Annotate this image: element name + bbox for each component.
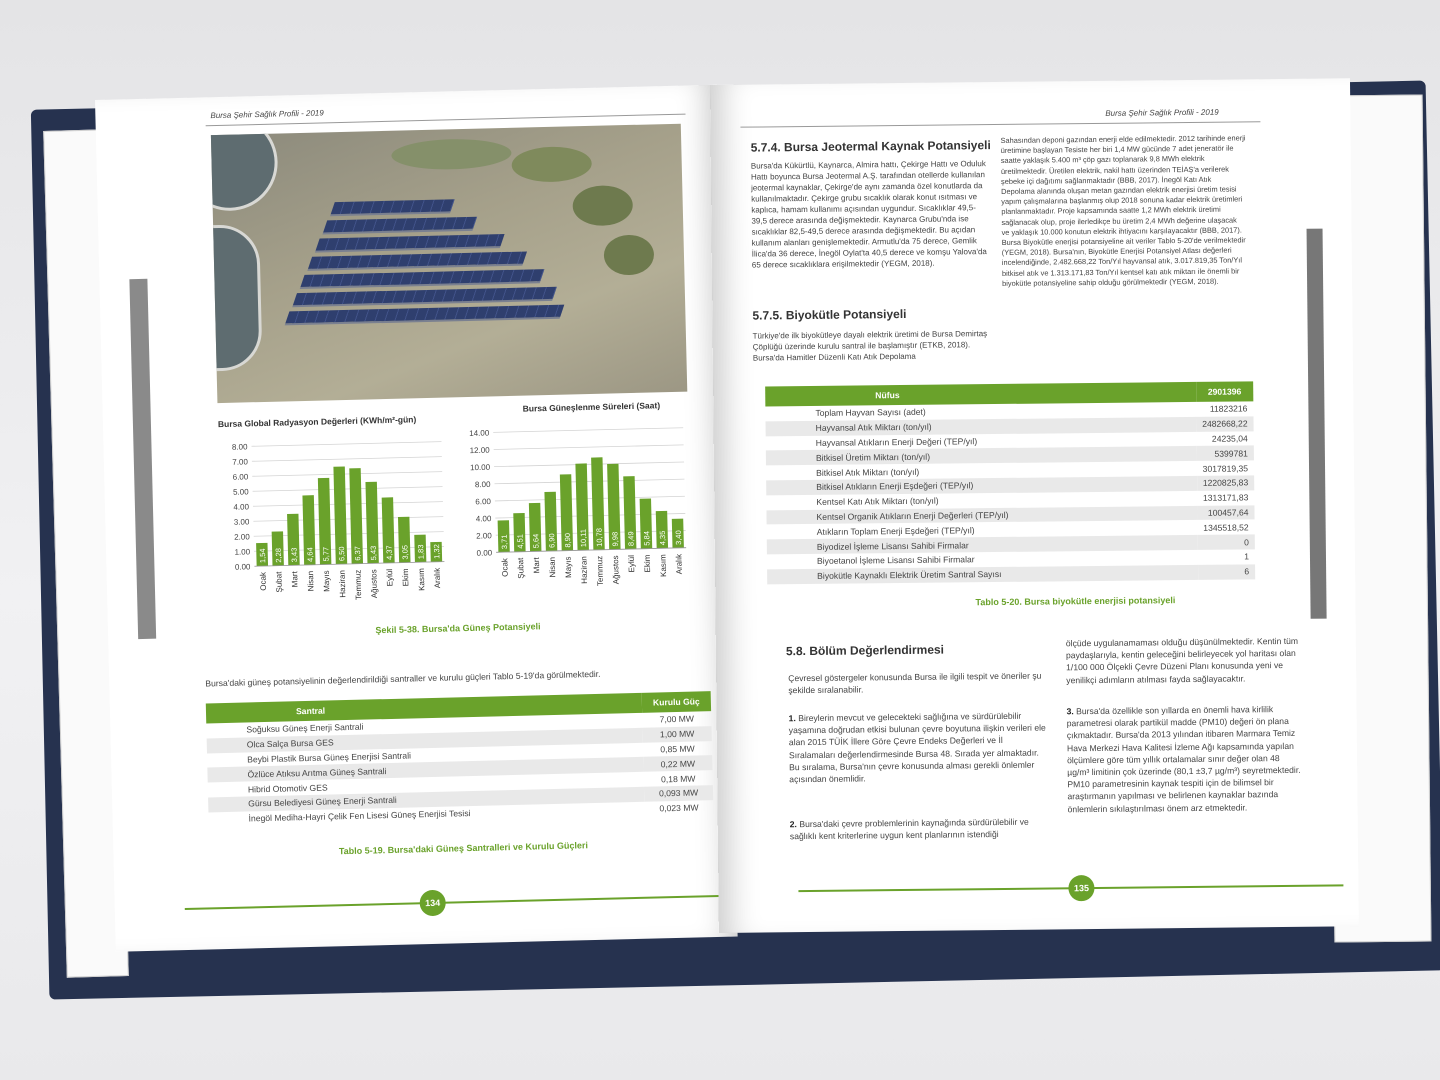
row-label: Gürsu Belediyesi Güneş Enerji Santrali (208, 787, 644, 812)
solar-farm-photo (211, 124, 687, 403)
x-tick-label: Ocak (258, 571, 268, 591)
x-tick-label: Temmuz (353, 569, 364, 601)
item-number: 1. (788, 713, 796, 724)
column-two-text: ölçüde uygulanamaması olduğu düşünülmektedir. Kentin tüm paydaşlarıyla, kentin geleceğini belirleyecek yol haritası olan 1/100 000 Ölçekli Çevre Düzeni Planı konusunda yeni ve yenilikçi adımların atılması fayda sağlayacaktır. (1065, 635, 1299, 685)
tree (572, 185, 633, 226)
row-label: Bitkisel Atık Miktarı (ton/yıl) (816, 466, 920, 478)
data-label: 4,64 (305, 547, 315, 562)
data-label: 10,78 (594, 527, 604, 547)
y-tick-label: 7.00 (232, 457, 248, 467)
sunshine-chart (453, 417, 698, 613)
data-label: 5,64 (531, 533, 541, 549)
solar-plants-table (206, 691, 714, 827)
gridline (495, 496, 685, 501)
item-text: Bursa'da özellikle son yıllarda en önemli hava kirlilik parametresi olarak partikül madde (PM10) değeri ön plana çıkmaktadır. Bursa'da 2013 yılından itibaren Marmara Temiz Hava Merkezi Hava Kalitesi İzleme Ağı kapsamında yapılan ölçümlere göre tüm yıllık ortalamalar sınır değer olan 48 µg/m³ limitinin çok üzerinde (80,1 ±3,7 µg/m³) seyretmektedir. PM10 parametresinin kaynak tespiti için de bilimsel bir araştırmanın yapılması ve belirlenen kaynaklar bazında önlemlerin sıkılaştırılması önem arz etmektedir. (1066, 704, 1301, 814)
row-label: Kentsel Katı Atık Miktarı (ton/yıl) (816, 495, 939, 508)
section-text: Bursa'da Kükürtlü, Kaynarca, Almira hattı, Çekirge Hattı ve Oduluk Hattı boyunca Bursa Jeotermal A.Ş. tarafından otellerde kullanılan jeotermal kaynaklar, Çekirge'de aynı zamanda özel konutlarda da kullanılmaktadır. Çekirge grubu sıcaklık olarak konut ısıtması ve kaplıca, hamam kullanımı açısından uygundur. Sıcaklıklar 49,5-39,5 derece arasında değişmektedir. Kaynarca Grubu'nda ise sıcaklıklar 82,5-49,5 derece arasında değişmektedir. Bu açıdan kullanım alanları genişlemektedir. Armutlu'da 75 derece, Gemlik İlica'da 36 derece, İnegöl Oylat'ta 40,5 derece ve komşu Yalova'da 65 derece sıcaklıklara erişilmektedir (YEGM, 2018). (750, 159, 987, 270)
radiation-chart-svg (211, 431, 456, 627)
row-value: 0,22 MW (643, 756, 712, 772)
row-value: 2482668,22 (1196, 416, 1254, 431)
x-tick-label: Kasım (658, 554, 669, 578)
gridline (253, 517, 443, 522)
column-header: Kurulu Güç (642, 691, 711, 713)
row-value: 0,18 MW (660, 773, 696, 784)
x-tick-label: Temmuz (595, 555, 605, 587)
x-tick-label: Haziran (579, 556, 590, 584)
solar-panel-row (331, 199, 455, 214)
x-tick-label: Mayıs (563, 556, 574, 579)
solar-panel-row (323, 217, 477, 233)
row-label: Soğuksu Güneş Enerji Santrali (246, 722, 364, 735)
treatment-tank (211, 224, 263, 372)
row-value: 11823216 (1209, 403, 1248, 415)
data-label: 6,90 (547, 533, 557, 549)
recommendation-item-3 (1067, 703, 1303, 815)
data-label: 4,37 (384, 545, 394, 561)
data-label: 8,90 (562, 532, 573, 548)
table-caption: Tablo 5-19. Bursa'daki Güneş Santralleri ve Kurulu Güçleri (338, 840, 589, 857)
sunshine-chart-svg (453, 417, 698, 613)
x-tick-label: Mayıs (321, 570, 332, 592)
treatment-tank (211, 124, 279, 212)
x-tick-label: Nisan (547, 556, 558, 578)
y-tick-label: 6.00 (475, 497, 492, 507)
side-strip (129, 279, 156, 639)
right-page (710, 78, 1359, 933)
solar-panel-row (285, 305, 564, 324)
data-label: 9,98 (610, 531, 620, 547)
x-tick-label: Kasım (416, 568, 427, 591)
tree (391, 138, 512, 171)
x-tick-label: Şubat (274, 571, 284, 593)
solar-panel-row (293, 287, 557, 305)
sunshine-chart-title: Bursa Güneşlenme Süreleri (Saat) (522, 400, 661, 414)
table-caption: Tablo 5-20. Bursa biyokütle enerjisi potansiyeli (975, 595, 1176, 608)
row-label: Biyodizel İşleme Lisansı Sahibi Firmalar (767, 535, 1198, 554)
x-tick-label: Aralık (674, 553, 684, 575)
section-intro: Çevresel göstergeler konusunda Bursa ile ilgili tespit ve öneriler şu şekilde sıralanabilir. (788, 670, 1042, 696)
row-label: Bitkisel Atıkların Enerji Eşdeğeri (TEP/yıl) (766, 476, 1197, 495)
page-number: 134 (419, 890, 446, 917)
y-tick-label: 4.00 (475, 514, 492, 524)
gridline (494, 462, 684, 467)
x-tick-label: Eylül (626, 554, 637, 573)
gridline (493, 428, 683, 433)
data-label: 8,49 (626, 531, 636, 547)
figure-caption: Şekil 5-38. Bursa'da Güneş Potansiyeli (375, 621, 541, 636)
x-tick-label: Mart (531, 557, 542, 574)
data-label: 5,43 (368, 545, 379, 561)
y-tick-label: 2.00 (476, 531, 492, 541)
header-rule (740, 121, 1260, 127)
row-value: 0,023 MW (659, 802, 699, 814)
column-header: Nüfus (765, 382, 1196, 407)
x-tick-label: Ağustos (369, 569, 380, 599)
x-tick-label: Ekim (400, 568, 411, 587)
row-label: Hayvansal Atık Miktarı (ton/yıl) (766, 417, 1197, 436)
recommendation-item-2 (790, 815, 1050, 842)
row-value: 3017819,35 (1202, 462, 1249, 474)
side-strip (1307, 229, 1327, 619)
x-tick-label: Ocak (500, 558, 510, 577)
footer-rule (185, 895, 725, 910)
row-label: Beybi Plastik Bursa Güneş Enerjisi Santrali (247, 750, 412, 765)
gridline (494, 479, 684, 484)
x-tick-label: Aralık (432, 567, 443, 589)
section-title: 5.8. Bölüm Değerlendirmesi (785, 642, 945, 659)
row-value: 1345518,52 (1203, 522, 1249, 533)
row-label: Biyokütle Kaynaklı Elektrik Üretim Santral Sayısı (767, 565, 1198, 584)
x-tick-label: Nisan (305, 570, 316, 592)
data-label: 6,50 (337, 546, 347, 562)
row-label: İnegöl Mediha-Hayri Çelik Fen Lisesi Güneş Enerjisi Tesisi (248, 808, 471, 824)
item-text: Bursa'daki çevre problemlerinin kaynağında sürdürülebilir ve sağlıklı kent kriterlerine uygun kent planlarının istendiği (789, 816, 1029, 842)
data-label: 6,37 (352, 546, 363, 561)
running-head: Bursa Şehir Sağlık Profili - 2019 (1105, 107, 1219, 118)
row-label: Toplam Hayvan Sayısı (adet) (815, 407, 926, 419)
y-tick-label: 2.00 (234, 532, 250, 542)
column-two-text: Sahasından deponi gazından enerji elde edilmektedir. 2012 tarihinde enerji üretimine başlayan Tesiste her biri 1,4 MW gücünde 7 adet jeneratör ile saatte yaklaşık 5.400 m³ çöp gazı toplanarak 9,8 MWh elektrik üretilmektedir. Üretilen elektrik, nakil hattı üzerinden TEİAŞ'a verilerek şebeke içi dağıtımı sağlanmaktadır (BBB, 2017). İnegöl Katı Atık Depolama alanında oluşan metan gazından elektrik enerjisi üretim tesisi yapım çalışmalarına başlanmış olup 2018 sonuna kadar elektrik üretimleri planlanmaktadır. Proje kapsamında saatte 1,2 MWh elektrik üretimi sağlanacak olup, proje ilerledikçe bu üretim 2,4 MWh değerine ulaşacak ve yaklaşık 10.000 konutun elektrik ihtiyacını karşılayacaktır (BBB, 2017). Bursa Biyokütle enerjisi potansiyeline ait veriler Tablo 5-20'de verilmektedir (YEGM, 2018). Bursa'nın, Biyokütle Enerjisi Potansiyel Atlası değerleri incelendiğinde, 2.482.668,22 Ton/Yıl hayvansal atık, 3.017.819,35 Ton/Yıl bitkisel atık ve 1.313.171,83 Ton/Yıl kentsel katı atık miktarı ile önemli bir biyokütle potansiyeline sahip olduğu görülmektedir (YEGM, 2018). (1000, 133, 1246, 288)
column-header: 2901396 (1196, 381, 1254, 402)
y-tick-label: 4.00 (233, 502, 250, 512)
data-label: 10,11 (578, 528, 589, 548)
item-number: 2. (789, 819, 797, 830)
row-label: Atıkların Toplam Enerji Eşdeğeri (TEP/yıl) (816, 525, 975, 537)
row-label: Kentsel Organik Atıkların Enerji Değerleri (TEP/yıl) (766, 506, 1197, 525)
tree (603, 234, 654, 275)
running-head: Bursa Şehir Sağlık Profili - 2019 (210, 108, 324, 121)
data-label: 3,40 (673, 530, 684, 545)
row-value: 6 (1198, 564, 1256, 579)
solar-panel-row (308, 251, 527, 268)
item-text: Bireylerin mevcut ve gelecekteki sağlığına ve sürdürülebilir yaşamına doğrudan etkisi bulunan çevre boyutuna ilişkin verileri ele alan 2015 TÜİK İllere Göre Çevre Endeks Değerleri ve İl Sıralamaları değerlendirmesinde Bursa 48. Sırada yer almaktadır. Bu sıralama, Bursa'nın çevre konusunda alması gerekli önlemler açısından önemlidir. (788, 710, 1046, 785)
tree (511, 146, 592, 183)
row-label: Hayvansal Atıkların Enerji Değeri (TEP/yıl) (815, 436, 978, 448)
row-value: 1313171,83 (1202, 492, 1249, 504)
x-tick-label: Ağustos (611, 555, 621, 585)
gridline (252, 472, 442, 477)
row-value: 5399781 (1196, 446, 1254, 461)
data-label: 3,43 (289, 547, 299, 563)
data-label: 1,54 (257, 548, 268, 564)
row-label: Hibrid Otomotiv GES (247, 782, 328, 795)
y-tick-label: 6.00 (232, 472, 249, 482)
y-tick-label: 0.00 (476, 548, 493, 558)
row-value: 100457,64 (1197, 505, 1255, 520)
y-tick-label: 3.00 (233, 517, 250, 527)
solar-panel-row (316, 234, 505, 251)
data-label: 4,51 (515, 534, 525, 549)
x-tick-label: Mart (290, 571, 300, 588)
column-header: Santral (206, 693, 642, 724)
gridline (253, 487, 443, 492)
recommendation-item-1 (789, 709, 1050, 785)
row-value: 1,00 MW (642, 726, 711, 742)
row-value: 0,85 MW (660, 743, 695, 755)
radiation-chart (211, 431, 456, 627)
left-page (95, 85, 738, 952)
row-value: 0,093 MW (644, 785, 713, 801)
y-tick-label: 0.00 (234, 562, 251, 572)
row-label: Olca Salça Bursa GES (207, 728, 643, 753)
radiation-chart-title: Bursa Global Radyasyon Değerleri (KWh/m²-gün) (217, 414, 417, 430)
data-label: 4,35 (657, 530, 668, 546)
data-label: 2,28 (273, 547, 284, 563)
x-tick-label: Ekim (642, 554, 653, 573)
biomass-table (765, 381, 1255, 584)
y-tick-label: 12.00 (469, 445, 490, 456)
x-tick-label: Haziran (337, 569, 348, 598)
data-label: 5,77 (321, 546, 331, 562)
row-value: 1220825,83 (1197, 475, 1255, 490)
solar-panel-row (300, 269, 544, 287)
gridline (252, 457, 442, 462)
section-title: 5.7.5. Biyokütle Potansiyeli (752, 306, 907, 323)
y-tick-label: 8.00 (474, 479, 491, 490)
row-label: Biyoetanol İşleme Lisansı Sahibi Firmalar (816, 554, 975, 567)
section-text: Türkiye'de ilk biyokütleye dayalı elektrik üretimi de Bursa Demirtaş Çöplüğü üzerinde kurulu santral ile başlamıştır (ETKB, 2018). Bursa'da Hamitler Düzenli Katı Atık Depolama (752, 329, 988, 363)
gridline (252, 442, 442, 447)
x-tick-label: Eylül (385, 568, 395, 587)
item-number: 3. (1066, 706, 1074, 717)
row-value: 7,00 MW (659, 713, 695, 725)
row-value: 24235,04 (1211, 433, 1248, 444)
y-tick-label: 8.00 (231, 442, 248, 452)
data-label: 3,05 (400, 544, 410, 560)
x-tick-label: Şubat (516, 557, 526, 579)
solar-intro-text: Bursa'daki güneş potansiyelinin değerlendirildiği santraller ve kurulu güçleri Tablo 5-19'da görülmektedir. (205, 668, 601, 689)
gridline (494, 445, 684, 450)
row-value: 0 (1197, 534, 1255, 549)
row-value: 1 (1244, 551, 1250, 562)
y-tick-label: 5.00 (232, 487, 249, 497)
row-label: Özlüce Atıksu Arıtma Güneş Santrali (207, 757, 643, 782)
y-tick-label: 14.00 (469, 428, 490, 438)
y-tick-label: 1.00 (234, 547, 251, 557)
page-number: 135 (1068, 875, 1094, 901)
section-title: 5.7.4. Bursa Jeotermal Kaynak Potansiyeli (750, 138, 991, 155)
y-tick-label: 10.00 (469, 462, 491, 473)
data-label: 1,83 (416, 544, 426, 560)
data-label: 3,71 (499, 534, 510, 550)
data-label: 5,84 (642, 530, 652, 546)
data-label: 1,32 (432, 544, 442, 559)
gridline (253, 502, 443, 507)
row-label: Bitkisel Üretim Miktarı (ton/yıl) (766, 446, 1197, 465)
